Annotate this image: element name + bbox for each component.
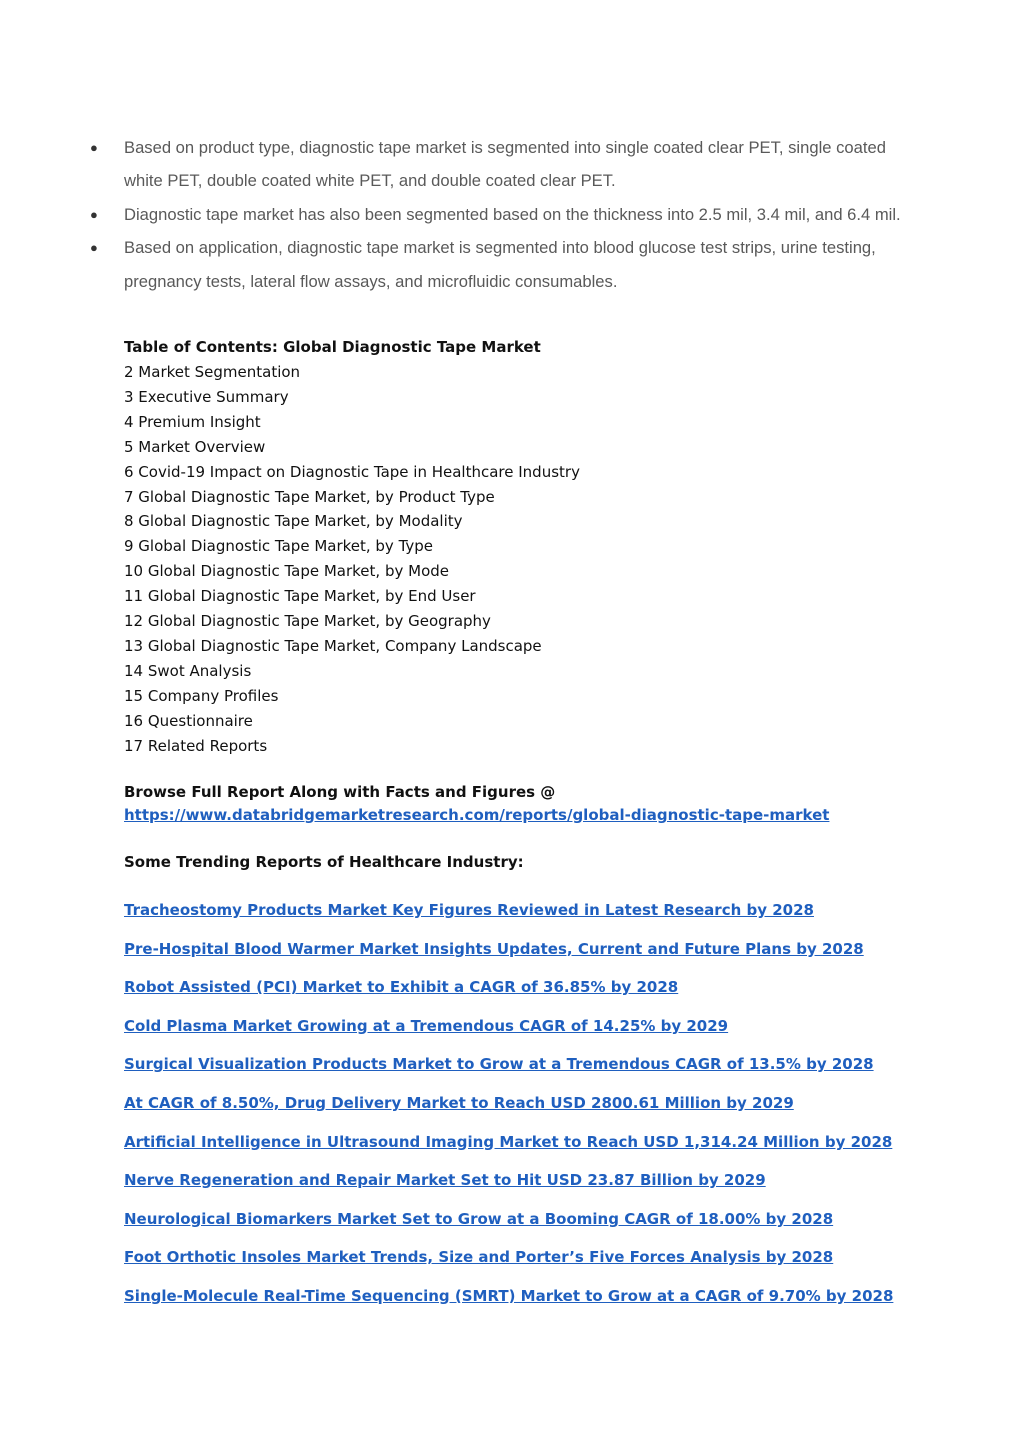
list-item bbox=[124, 1169, 893, 1208]
trending-report-link[interactable]: Foot Orthotic Insoles Market Trends, Size and Porter’s Five Forces Analysis by 2028 bbox=[124, 1248, 834, 1267]
toc-item: 3 Executive Summary bbox=[124, 387, 289, 406]
browse-full-report bbox=[124, 781, 829, 827]
list-item bbox=[124, 1131, 893, 1170]
toc-item: 17 Related Reports bbox=[124, 736, 268, 755]
toc-item: 9 Global Diagnostic Tape Market, by Type bbox=[124, 537, 434, 556]
toc-item: 16 Questionnaire bbox=[124, 711, 253, 730]
trending-report-link[interactable]: Nerve Regeneration and Repair Market Set to Hit USD 23.87 Billion by 2029 bbox=[124, 1171, 766, 1190]
list-item bbox=[124, 1285, 893, 1324]
trending-report-link[interactable]: Artificial Intelligence in Ultrasound Imaging Market to Reach USD 1,314.24 Million by 2028 bbox=[124, 1132, 893, 1151]
table-of-contents bbox=[124, 335, 924, 759]
list-item bbox=[124, 1208, 893, 1247]
bullet-text: Based on product type, diagnostic tape market is segmented into single coated clear PET, single coated white PET, double coated white PET, and double coated clear PET. bbox=[124, 138, 886, 191]
bullet-text: Diagnostic tape market has also been segmented based on the thickness into 2.5 mil, 3.4 mil, and 6.4 mil. bbox=[124, 204, 901, 224]
bullet-item bbox=[88, 198, 918, 231]
bullet-dot-icon: ● bbox=[90, 140, 98, 155]
trending-report-link[interactable]: Robot Assisted (PCI) Market to Exhibit a CAGR of 36.85% by 2028 bbox=[124, 978, 679, 997]
toc-item: 4 Premium Insight bbox=[124, 412, 261, 431]
toc-item: 8 Global Diagnostic Tape Market, by Modality bbox=[124, 512, 463, 531]
bullet-dot-icon: ● bbox=[90, 206, 98, 222]
toc-item: 15 Company Profiles bbox=[124, 686, 279, 705]
trending-reports-list bbox=[124, 899, 893, 1324]
toc-item: 10 Global Diagnostic Tape Market, by Mode bbox=[124, 562, 449, 581]
list-item bbox=[124, 976, 893, 1015]
list-item bbox=[124, 1053, 893, 1092]
toc-item: 12 Global Diagnostic Tape Market, by Geography bbox=[124, 612, 491, 631]
bullet-dot-icon: ● bbox=[90, 240, 98, 256]
list-item bbox=[124, 938, 893, 977]
trending-report-link[interactable]: Cold Plasma Market Growing at a Tremendous CAGR of 14.25% by 2029 bbox=[124, 1016, 729, 1035]
full-report-link[interactable]: https://www.databridgemarketresearch.com/reports/global-diagnostic-tape-market bbox=[124, 806, 830, 824]
bullet-text: Based on application, diagnostic tape market is segmented into blood glucose test strips, urine testing, pregnancy tests, lateral flow assays, and microfluidic consumables. bbox=[124, 238, 876, 291]
segmentation-bullet-list bbox=[88, 131, 918, 298]
toc-item: 11 Global Diagnostic Tape Market, by End User bbox=[124, 587, 476, 606]
trending-reports-title: Some Trending Reports of Healthcare Industry: bbox=[124, 853, 524, 871]
toc-item: 6 Covid-19 Impact on Diagnostic Tape in Healthcare Industry bbox=[124, 462, 580, 481]
toc-item: 14 Swot Analysis bbox=[124, 661, 252, 680]
trending-report-link[interactable]: Single-Molecule Real-Time Sequencing (SMRT) Market to Grow at a CAGR of 9.70% by 2028 bbox=[124, 1286, 894, 1305]
list-item bbox=[124, 1092, 893, 1131]
list-item bbox=[124, 899, 893, 938]
toc-item: 5 Market Overview bbox=[124, 437, 266, 456]
trending-report-link[interactable]: Neurological Biomarkers Market Set to Grow at a Booming CAGR of 18.00% by 2028 bbox=[124, 1209, 834, 1228]
trending-report-link[interactable]: Surgical Visualization Products Market to Grow at a Tremendous CAGR of 13.5% by 2028 bbox=[124, 1055, 874, 1074]
trending-report-link[interactable]: At CAGR of 8.50%, Drug Delivery Market to Reach USD 2800.61 Million by 2029 bbox=[124, 1093, 794, 1112]
toc-item: 2 Market Segmentation bbox=[124, 363, 301, 381]
trending-report-link[interactable]: Tracheostomy Products Market Key Figures Reviewed in Latest Research by 2028 bbox=[124, 901, 814, 919]
bullet-item bbox=[88, 231, 918, 298]
toc-item: 13 Global Diagnostic Tape Market, Company Landscape bbox=[124, 636, 542, 655]
toc-item: 7 Global Diagnostic Tape Market, by Product Type bbox=[124, 487, 495, 506]
toc-title: Table of Contents: Global Diagnostic Tape Market bbox=[124, 338, 541, 356]
browse-label: Browse Full Report Along with Facts and Figures @ bbox=[124, 783, 556, 801]
list-item bbox=[124, 1246, 893, 1285]
trending-report-link[interactable]: Pre-Hospital Blood Warmer Market Insights Updates, Current and Future Plans by 2028 bbox=[124, 939, 864, 958]
bullet-item bbox=[88, 131, 918, 198]
list-item bbox=[124, 1015, 893, 1054]
